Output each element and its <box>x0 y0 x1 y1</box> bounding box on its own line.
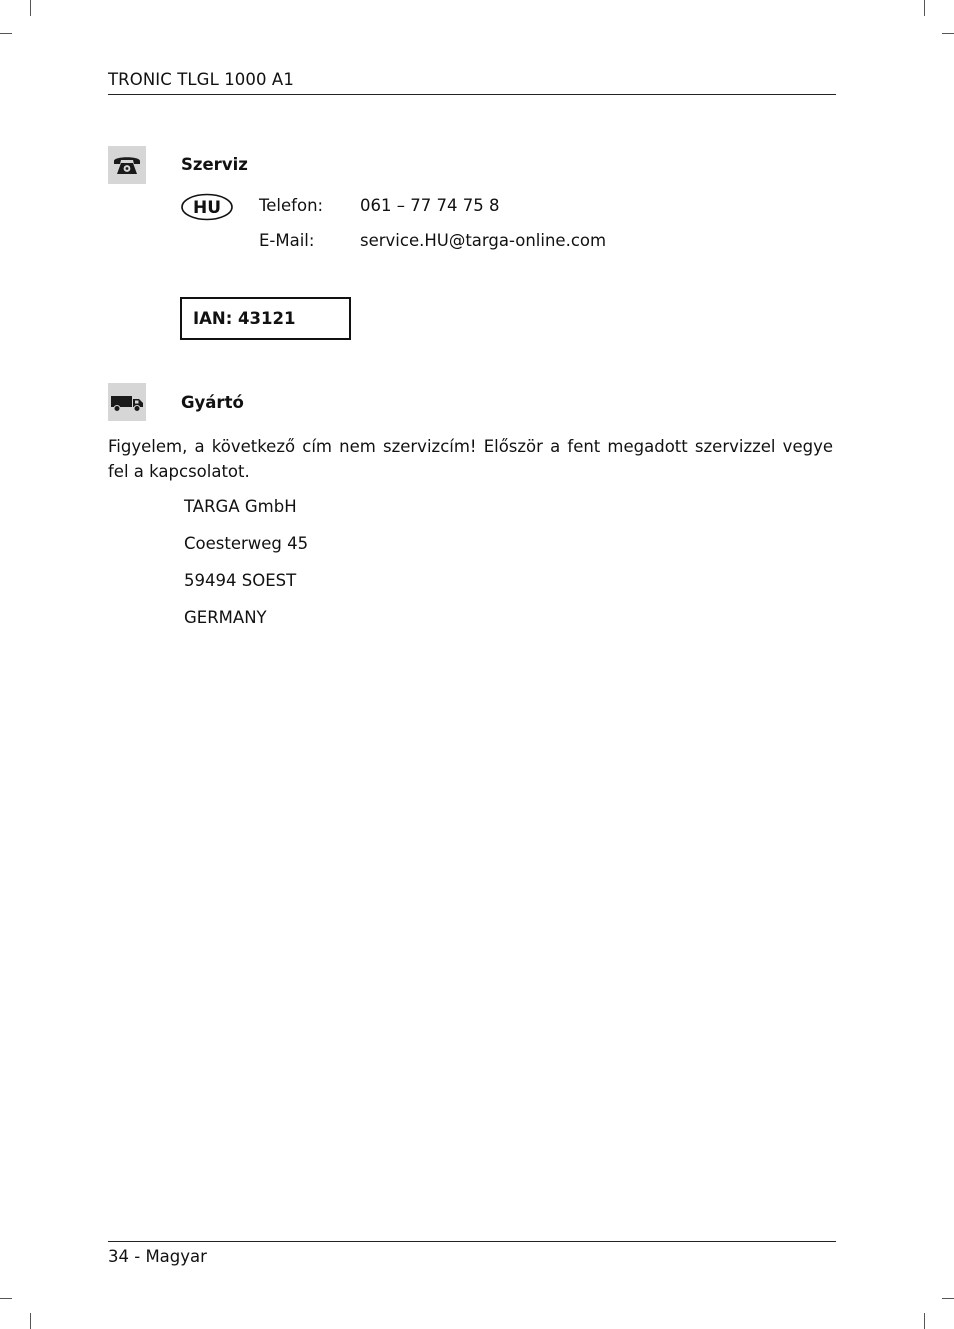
manufacturer-notice: Figyelem, a következő cím nem szervizcím! Először a fent megadott szervizzel vegye fel a kapcsolatot. <box>108 437 833 481</box>
crop-mark <box>924 0 925 16</box>
ian-number: IAN: 43121 <box>193 309 296 328</box>
truck-icon <box>108 383 146 421</box>
email-label: E-Mail: <box>259 231 315 250</box>
address-line: GERMANY <box>184 608 267 627</box>
crop-mark <box>30 0 31 16</box>
manufacturer-heading: Gyártó <box>181 393 244 412</box>
crop-mark <box>30 1313 31 1329</box>
email-address: service.HU@targa-online.com <box>360 231 607 250</box>
crop-mark <box>0 33 12 34</box>
country-badge <box>181 193 237 225</box>
document-title: TRONIC TLGL 1000 A1 <box>108 70 294 89</box>
footer-divider <box>108 1241 836 1242</box>
address-line: 59494 SOEST <box>184 571 297 590</box>
address-line: Coesterweg 45 <box>184 534 309 553</box>
page-number: 34 - Magyar <box>108 1247 207 1266</box>
crop-mark <box>924 1313 925 1329</box>
phone-number: 061 – 77 74 75 8 <box>360 196 500 215</box>
phone-label: Telefon: <box>259 196 324 215</box>
address-line: TARGA GmbH <box>184 497 297 516</box>
crop-mark <box>942 1298 954 1299</box>
country-badge-label: HU <box>192 198 222 218</box>
crop-mark <box>942 33 954 34</box>
header-divider <box>108 94 836 95</box>
telephone-icon <box>108 146 146 184</box>
crop-mark <box>0 1298 12 1299</box>
service-heading: Szerviz <box>181 155 248 174</box>
